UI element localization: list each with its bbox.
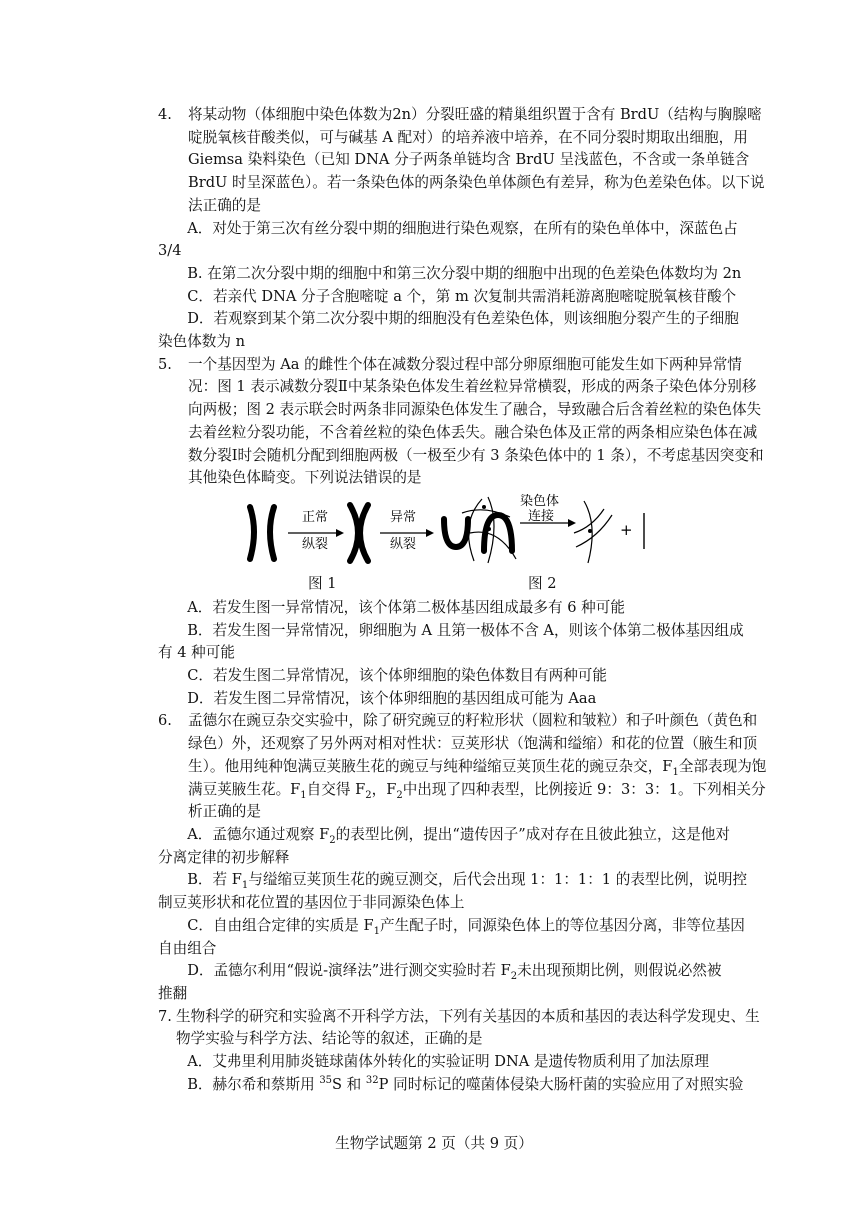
option-d: D．若发生图二异常情况，该个体卵细胞的基因组成可能为 Aaa — [187, 689, 597, 707]
option-b-continued: 制豆荚形状和花位置的基因位于非同源染色体上 — [158, 894, 465, 912]
x-chromosome-icon — [350, 505, 368, 561]
option-c — [158, 915, 770, 938]
figure-captions — [158, 573, 770, 597]
subscript: 1 — [672, 766, 679, 778]
fig2-label-chromosome: 染色体 — [520, 493, 560, 509]
question-number: 6. — [158, 712, 172, 730]
question-number: 4. — [158, 106, 172, 123]
subscript: 2 — [396, 789, 403, 801]
option-a: A．对处于第三次有丝分裂中期的细胞进行染色观察，在所有的染色单体中，深蓝色占 — [187, 219, 738, 237]
figure-1-diagram — [158, 493, 770, 571]
option-text: A．孟德尔通过观察 F — [187, 825, 330, 843]
superscript: 32 — [365, 1074, 379, 1086]
fused-chromosome-icon — [574, 501, 612, 563]
subscript: 1 — [241, 880, 249, 892]
question-stem: 生物科学的研究和实验离不开科学方法，下列有关基因的本质和基因的表达科学发现史、生物学实验与科学方法、结论等的叙述，正确的是 — [176, 1007, 760, 1048]
option-a: A．艾弗里利用肺炎链球菌体外转化的实验证明 DNA 是遗传物质利用了加法原理 — [187, 1053, 710, 1071]
subscript: 1 — [300, 789, 307, 801]
question-number: 7. — [158, 1007, 172, 1025]
option-b — [158, 869, 770, 892]
question-5 — [158, 354, 770, 490]
option-text: 与缢缩豆荚顶生花的豌豆测交，后代会出现 1：1：1：1 的表型比例，说明控 — [248, 871, 748, 889]
stem-part: 全部表现为饱满豆荚腋生花。F — [188, 757, 767, 798]
question-6 — [158, 710, 770, 824]
option-d-continued: 染色体数为 n — [158, 333, 246, 351]
x-chromosome-icon — [250, 507, 274, 559]
subscript: 2 — [365, 789, 372, 801]
fig1-label-split: 纵裂 — [302, 536, 329, 552]
question-7 — [158, 1006, 770, 1051]
plus-sign: + — [620, 520, 633, 539]
figure-2-caption: 图 2 — [528, 574, 557, 592]
option-text: 产生配子时，同源染色体上的等位基因分离，非等位基因 — [380, 916, 745, 934]
u-chromosome-icon — [444, 519, 468, 547]
fig2-label-link: 连接 — [528, 508, 555, 524]
question-stem: 将某动物（体细胞中染色体数为2n）分裂旺盛的精巢组织置于含有 BrdU（结构与胸腺嘧啶脱氧核苷酸类似，可与碱基 A 配对）的培养液中培养，在不同分裂时期取出细胞，用 Giemsa 染料染色（已知 DNA 分子两条单链均含 BrdU 呈浅蓝色，不含或一条单链含 BrdU 时呈深蓝色）。若一条染色体的两条染色单体颜色有差异，称为色差染色体。以下说法正确的是 — [188, 106, 765, 214]
option-c: C．若亲代 DNA 分子含胞嘧啶 a 个，第 m 次复制共需消耗游离胞嘧啶脱氧核苷酸个 — [187, 287, 737, 305]
question-stem: 一个基因型为 Aa 的雌性个体在减数分裂过程中部分卵原细胞可能发生如下两种异常情况：图 1 表示减数分裂Ⅱ中某条染色体发生着丝粒异常横裂，形成的两条子染色体分别移向两极；图 2 表示联会时两条非同源染色体发生了融合，导致融合后含着丝粒的染色体失去着丝粒分裂功能，不含着丝粒的染色体丢失。融合染色体及正常的两条相应染色体在减数分裂Ⅰ时会随机分配到细胞两极（一极至少有 3 条染色体中的 1 条），不考虑基因突变和其他染色体畸变。下列说法错误的是 — [188, 355, 764, 487]
fig1-label-abnormal: 异常 — [390, 509, 417, 525]
option-text: S 和 — [332, 1075, 366, 1093]
option-text: C．自由组合定律的实质是 F — [187, 916, 374, 934]
question-number: 5. — [158, 355, 172, 373]
option-text: P 同时标记的噬菌体侵染大肠杆菌的实验应用了对照实验 — [378, 1075, 744, 1093]
option-text: 的表型比例，提出“遗传因子”成对存在且彼此独立，这是他对 — [335, 825, 730, 843]
stem-part: ，F — [371, 780, 397, 798]
option-b: B．若发生图一异常情况，卵细胞为 A 且第一极体不含 A，则该个体第二极体基因组成 — [187, 621, 744, 639]
option-a: A．若发生图一异常情况，该个体第二极体基因组成最多有 6 种可能 — [187, 598, 625, 616]
option-b — [158, 1074, 770, 1097]
option-d: D．若观察到某个第二次分裂中期的细胞没有色差染色体，则该细胞分裂产生的子细胞 — [187, 310, 739, 328]
option-b-continued: 有 4 种可能 — [158, 644, 235, 662]
option-text: B．若 F — [187, 871, 242, 889]
option-text: B．赫尔希和蔡斯用 — [187, 1075, 320, 1093]
option-d — [158, 960, 770, 983]
stem-part: 孟德尔在豌豆杂交实验中，除了研究豌豆的籽粒形状（圆粒和皱粒）和子叶颜色（黄色和绿色）外，还观察了另外两对相对性状：豆荚形状（饱满和缢缩）和花的位置（腋生和顶生）。他用纯种饱满豆荚腋生花的豌豆与纯种缢缩豆荚顶生花的豌豆杂交，F — [188, 712, 758, 775]
superscript: 35 — [319, 1074, 333, 1086]
figure-row — [158, 493, 770, 571]
fig1-label-normal: 正常 — [302, 509, 329, 525]
figure-1-caption: 图 1 — [308, 574, 337, 592]
subscript: 2 — [329, 834, 336, 846]
question-stem — [188, 710, 770, 824]
stem-part: 中出现了四种表型，比例接近 9：3：3：1。下列相关分析正确的是 — [188, 780, 766, 821]
exam-page — [158, 104, 770, 1096]
fig1-label-split-2: 纵裂 — [390, 536, 417, 552]
question-4 — [158, 104, 770, 218]
subscript: 2 — [510, 971, 518, 983]
option-b: B. 在第二次分裂中期的细胞中和第三次分裂中期的细胞中出现的色差染色体数均为 2n — [187, 264, 742, 282]
stem-part: 自交得 F — [306, 780, 366, 798]
option-c: C．若发生图二异常情况，该个体卵细胞的染色体数目有两种可能 — [187, 667, 607, 685]
option-c-continued: 自由组合 — [158, 939, 217, 957]
subscript: 1 — [373, 925, 381, 937]
option-a-continued: 分离定律的初步解释 — [158, 848, 290, 866]
option-a — [158, 824, 770, 847]
page-footer: 生物学试题第 2 页（共 9 页） — [335, 1135, 533, 1152]
option-text: 未出现预期比例，则假说必然被 — [517, 962, 722, 980]
option-text: D．孟德尔利用“假说-演绎法”进行测交实验时若 F — [187, 962, 511, 980]
option-a-continued: 3/4 — [158, 242, 182, 260]
option-d-continued: 推翻 — [158, 984, 188, 1002]
